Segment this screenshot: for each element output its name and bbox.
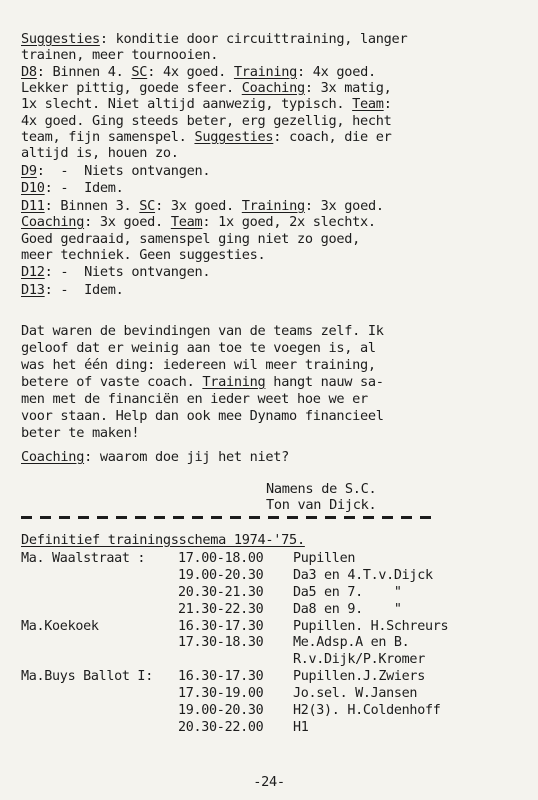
suggesties-label: Suggesties [21, 31, 100, 47]
closing-line: men met de financiën en ieder weet hoe we er [21, 391, 368, 407]
schedule-time: 17.30-19.00 [178, 686, 264, 702]
report-line: team, fijn samenspel. Suggesties: coach, die er [21, 129, 392, 145]
report-line-d11: D11: Binnen 3. SC: 3x goed. Training: 3x goed. [21, 198, 384, 214]
report-line: trainen, meer tournooien. [21, 47, 219, 63]
schedule-location: Ma.Buys Ballot I: [21, 669, 153, 685]
training-schedule-table [21, 551, 521, 737]
training-label: Training [202, 374, 266, 390]
schedule-time: 17.00-18.00 [178, 551, 264, 566]
coaching-question: Coaching: waarom doe jij het niet? [21, 449, 290, 465]
closing-line: voor staan. Help dan ook mee Dynamo financieel [21, 408, 384, 424]
report-line-d8: D8: Binnen 4. SC: 4x goed. Training: 4x goed. [21, 64, 376, 80]
schedule-time: 17.30-18.30 [178, 635, 264, 651]
schedule-row [21, 720, 521, 737]
team-label-d9: D9 [21, 163, 37, 179]
schedule-group: Jo.sel. W.Jansen [293, 686, 418, 702]
schedule-row [21, 635, 521, 652]
report-line-d13: D13: - Idem. [21, 282, 124, 298]
schedule-row [21, 669, 521, 686]
schedule-group: Pupillen.J.Zwiers [293, 669, 425, 685]
report-line-d10: D10: - Idem. [21, 180, 124, 196]
coaching-label: Coaching [21, 214, 85, 230]
schedule-group: H2(3). H.Coldenhoff [293, 703, 441, 719]
training-label: Training [233, 64, 297, 80]
schedule-row [21, 585, 521, 602]
closing-line: was het één ding: iedereen wil meer training, [21, 357, 376, 373]
schedule-time: 21.30-22.30 [178, 601, 264, 617]
closing-line: Dat waren de bevindingen van de teams zelf. Ik [21, 323, 384, 339]
schedule-time: 19.00-20.30 [178, 567, 264, 583]
report-line: meer techniek. Geen suggesties. [21, 247, 266, 263]
team-label-d10: D10 [21, 180, 45, 196]
sc-label: SC [131, 64, 148, 80]
report-line: Suggesties: konditie door circuittraining, langer [21, 31, 408, 47]
schedule-group: Me.Adsp.A en B. [293, 635, 410, 651]
schedule-time: 19.00-20.30 [178, 703, 264, 719]
report-line-d9: D9: - Niets ontvangen. [21, 163, 211, 179]
schedule-group: H1 [293, 719, 309, 735]
schedule-row [21, 568, 521, 585]
schedule-row [21, 686, 521, 703]
report-line: Goed gedraaid, samenspel ging niet zo goed, [21, 231, 361, 247]
schedule-location: Ma. Waalstraat : [21, 551, 146, 566]
schedule-location: Ma.Koekoek [21, 618, 99, 634]
report-line: Coaching: 3x goed. Team: 1x goed, 2x slechtx. [21, 214, 376, 230]
schedule-time: 16.30-17.30 [178, 669, 264, 685]
schedule-time: 16.30-17.30 [178, 618, 264, 634]
team-label-d11: D11 [21, 198, 45, 214]
schedule-group: Da8 en 9. " [293, 601, 402, 617]
dashed-divider [21, 516, 436, 519]
schedule-row [21, 619, 521, 636]
schedule-time: 20.30-22.00 [178, 719, 264, 735]
schedule-group: Pupillen. H.Schreurs [293, 618, 449, 634]
closing-line: geloof dat er weinig aan toe te voegen is, al [21, 340, 376, 356]
closing-line: betere of vaste coach. Training hangt nauw sa- [21, 374, 384, 390]
schedule-group: Da3 en 4.T.v.Dijck [293, 567, 433, 583]
schedule-row [21, 551, 521, 568]
report-line: altijd is, houen zo. [21, 145, 179, 161]
team-label: Team [170, 214, 203, 230]
training-label: Training [241, 198, 305, 214]
team-label: Team [352, 96, 384, 112]
schedule-row [21, 652, 521, 669]
report-line: 4x goed. Ging steeds beter, erg gezellig, hecht [21, 113, 392, 129]
signature-line-2: Ton van Dijck. [266, 497, 377, 513]
schedule-row [21, 703, 521, 720]
suggesties-label: Suggesties [194, 129, 274, 145]
schedule-group: Da5 en 7. " [293, 584, 402, 600]
schedule-time: 20.30-21.30 [178, 584, 264, 600]
coaching-label: Coaching [241, 80, 305, 96]
schedule-row [21, 602, 521, 619]
report-line: 1x slecht. Niet altijd aanwezig, typisch. Team: [21, 96, 392, 112]
schedule-heading: Definitief trainingsschema 1974-'75. [21, 532, 305, 548]
closing-line: beter te maken! [21, 425, 140, 441]
report-line: Lekker pittig, goede sfeer. Coaching: 3x matig, [21, 80, 392, 96]
report-line-d12: D12: - Niets ontvangen. [21, 264, 211, 280]
schedule-group: Pupillen [293, 551, 356, 566]
schedule-group: R.v.Dijk/P.Kromer [293, 652, 425, 668]
signature-line-1: Namens de S.C. [266, 481, 377, 497]
page-number: -24- [253, 774, 285, 790]
team-label-d12: D12 [21, 264, 45, 280]
team-label-d8: D8 [21, 64, 37, 80]
sc-label: SC [139, 198, 156, 214]
coaching-label: Coaching [21, 449, 85, 465]
team-label-d13: D13 [21, 282, 45, 298]
